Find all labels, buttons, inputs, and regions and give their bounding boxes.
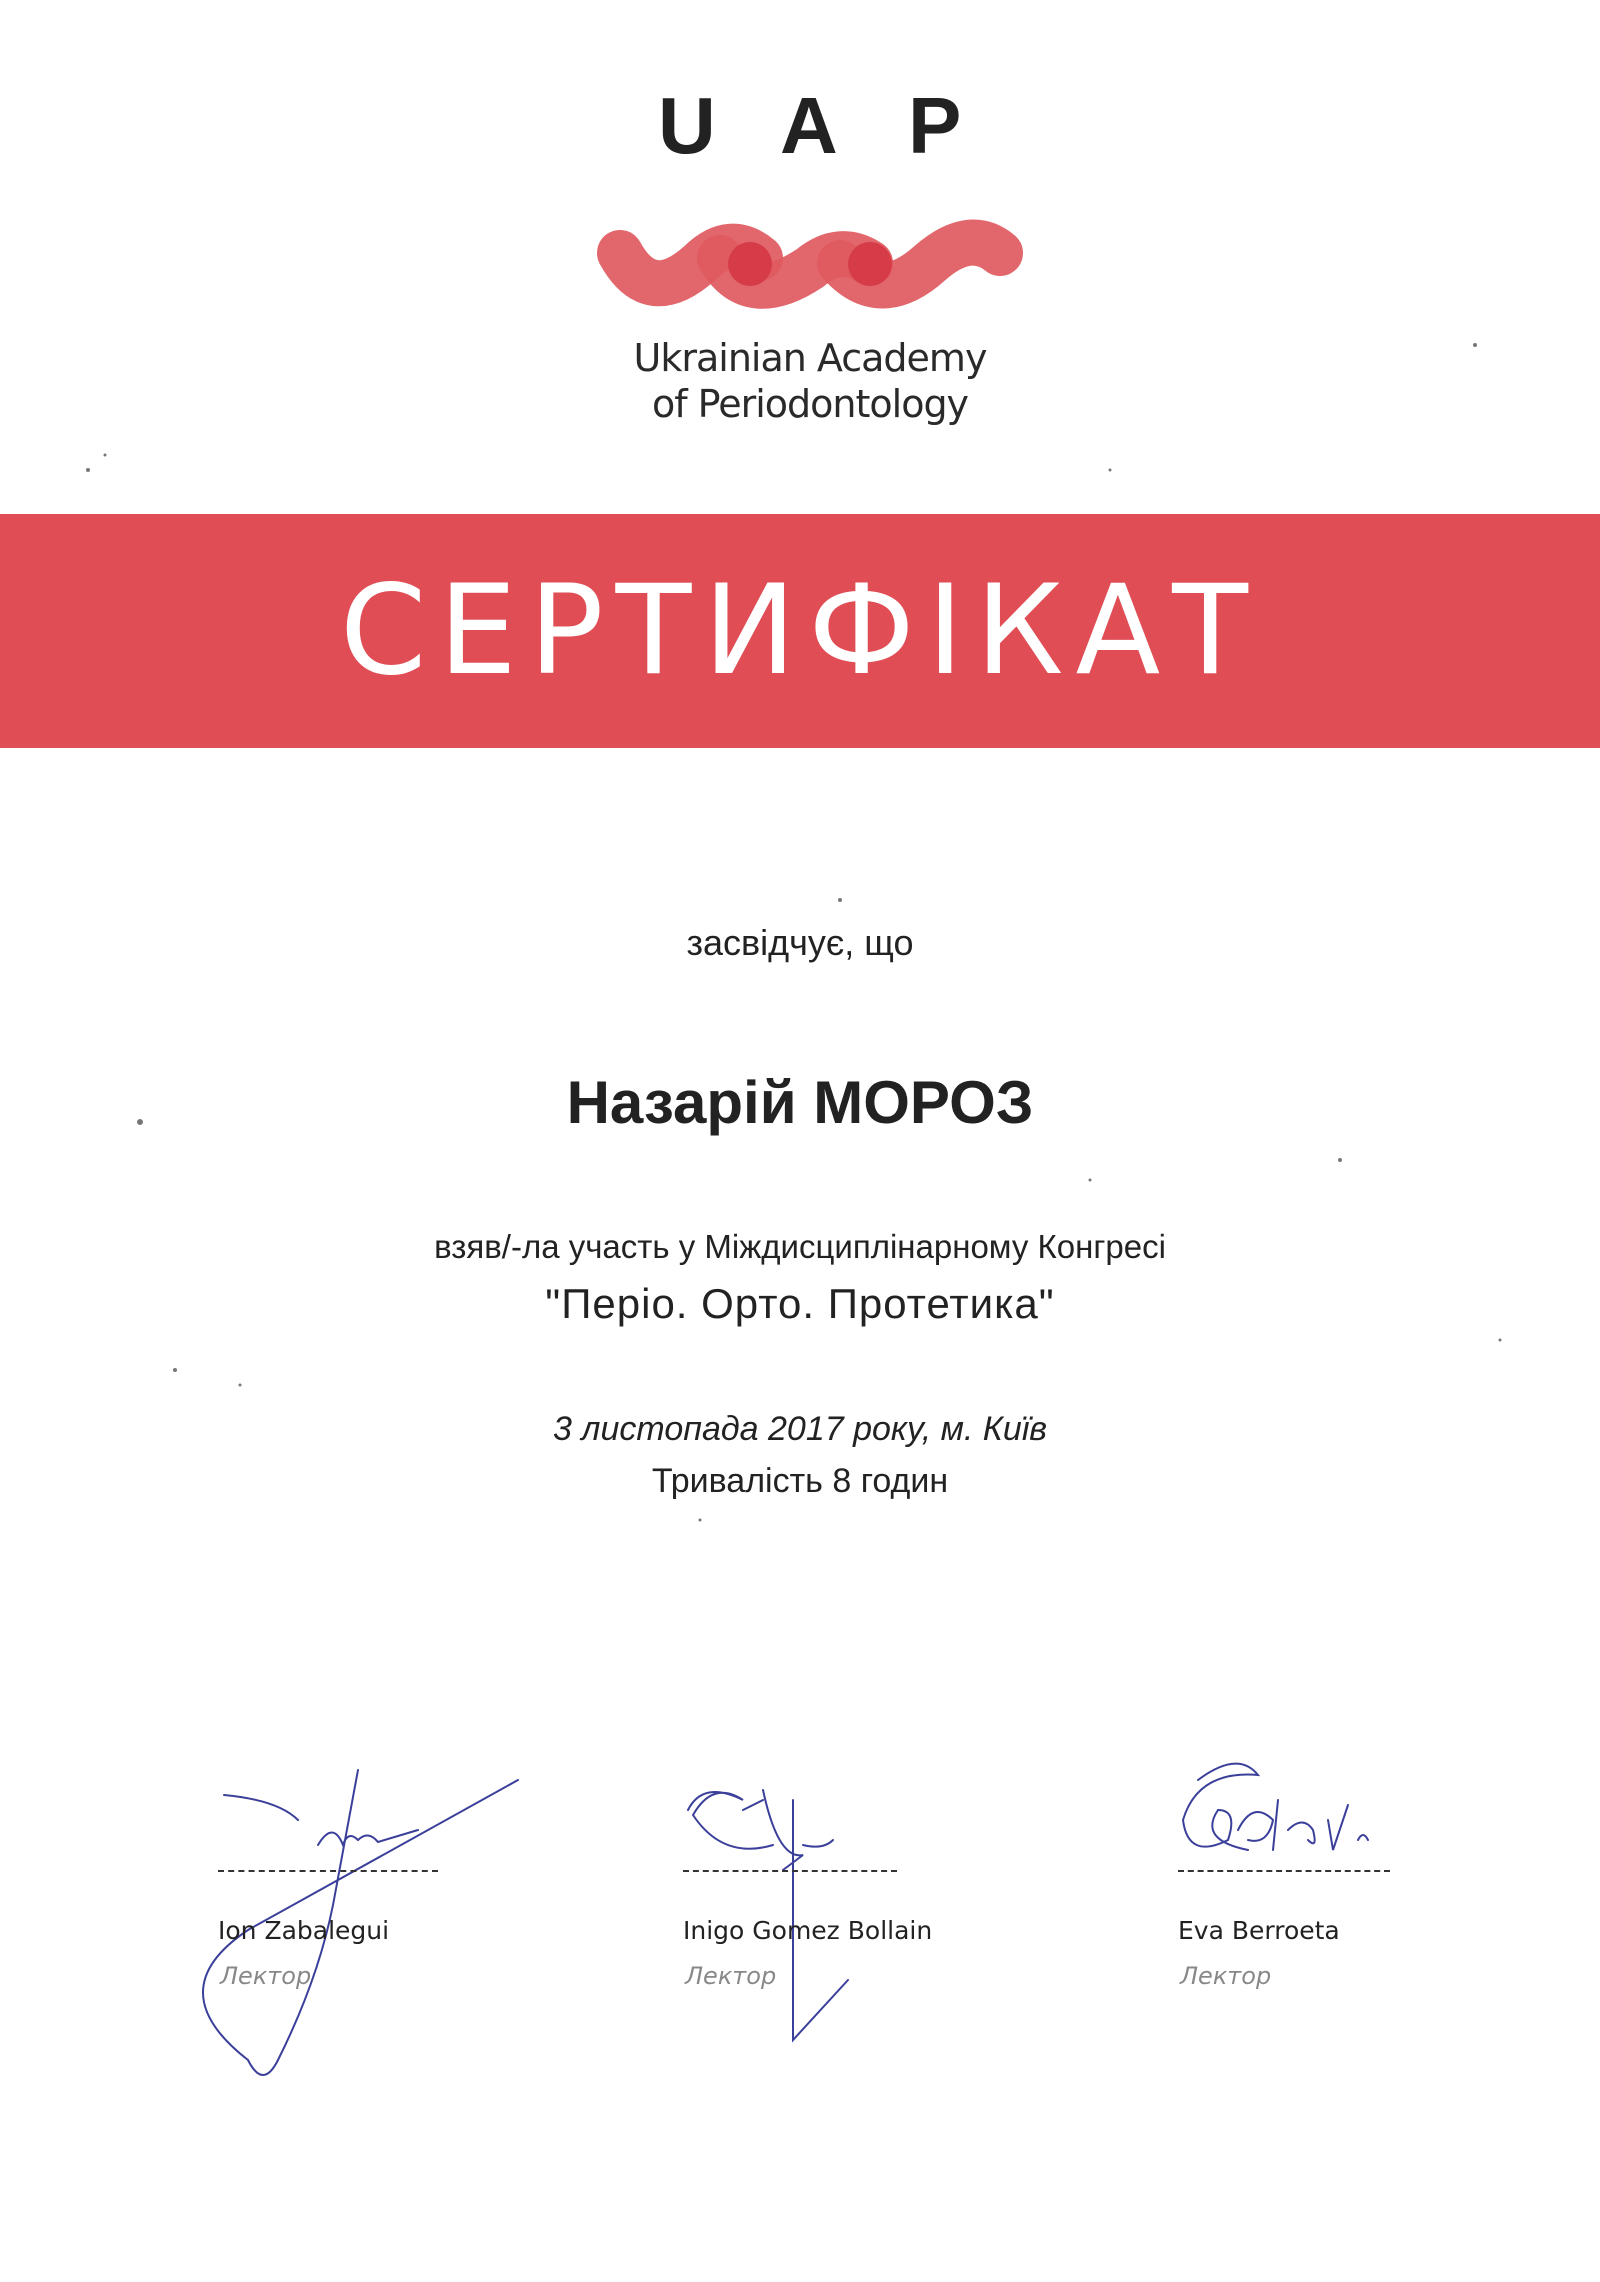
participation-text: взяв/-ла участь у Міждисциплінарному Конгресі: [434, 1228, 1166, 1265]
logo-letters: [590, 80, 1030, 170]
recipient-name: Назарій МОРОЗ: [566, 1069, 1034, 1136]
signatory-role: Лектор: [1180, 1962, 1272, 1990]
signatory-role: Лектор: [220, 1962, 312, 1990]
signatory-name: Inigo Gomez Bollain: [683, 1916, 933, 1945]
logo-wave-icon: [590, 168, 1030, 318]
logo-letter-u: U: [658, 81, 716, 170]
congress-title: "Періо. Орто. Протетика": [545, 1280, 1055, 1327]
event-duration: Тривалість 8 годин: [651, 1462, 949, 1500]
signature-block-3: [1178, 1760, 1498, 2030]
signature-line: [218, 1870, 438, 1872]
logo-name-line2: of Periodontology: [651, 382, 969, 426]
signatory-name: Eva Berroeta: [1178, 1916, 1340, 1945]
signatory-role: Лектор: [685, 1962, 777, 1990]
certificate-title: СЕРТИФІКАТ: [339, 559, 1261, 703]
signatory-name: Ion Zabalegui: [218, 1916, 390, 1945]
certifies-text: засвідчує, що: [686, 922, 914, 963]
handwritten-signature-icon: [218, 1760, 538, 1870]
logo-letter-a: A: [780, 81, 838, 170]
event-date-location: 3 листопада 2017 року, м. Київ: [552, 1410, 1048, 1448]
logo-name-line1: Ukrainian Academy: [633, 336, 987, 380]
logo-organization-name: [590, 335, 1030, 427]
signature-line: [1178, 1870, 1390, 1872]
logo-letter-p: P: [908, 81, 962, 170]
handwritten-signature-icon: [1178, 1760, 1498, 1870]
uap-logo: [590, 80, 1030, 426]
handwritten-signature-icon: [683, 1760, 1003, 1870]
signature-line: [683, 1870, 897, 1872]
signature-block-2: [683, 1760, 1003, 2030]
title-banner: [0, 514, 1600, 748]
signature-block-1: [218, 1760, 538, 2030]
